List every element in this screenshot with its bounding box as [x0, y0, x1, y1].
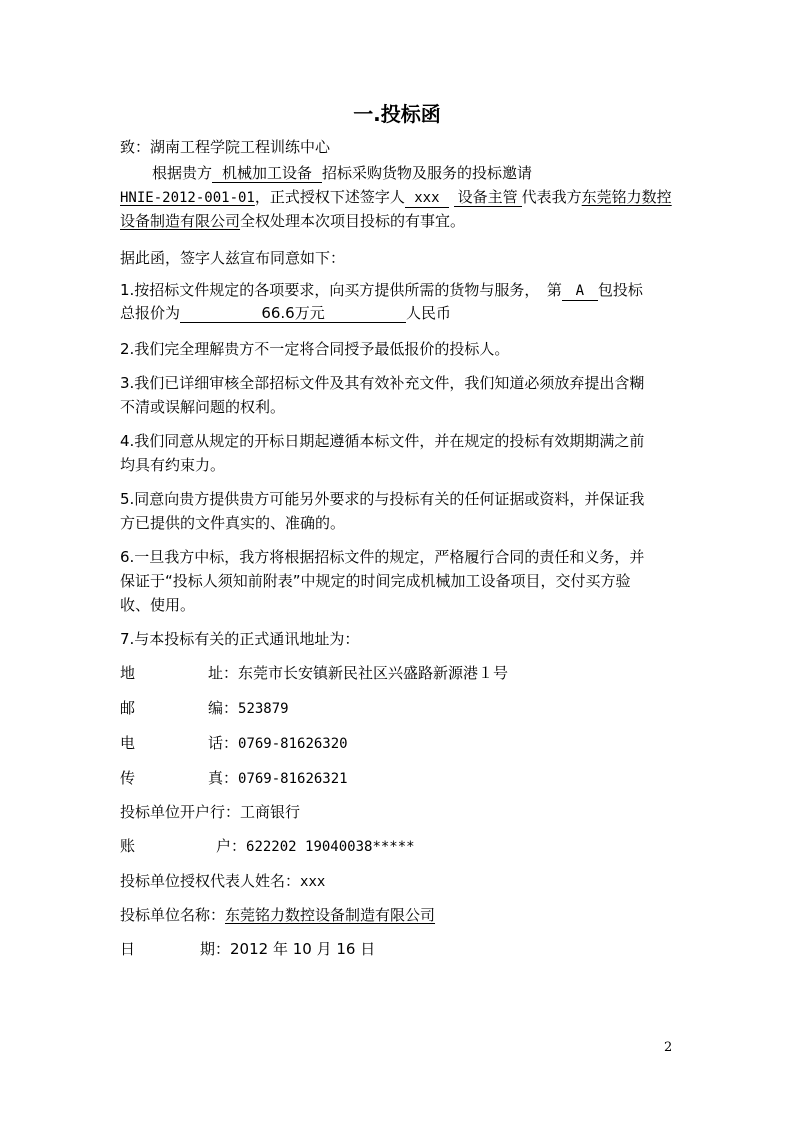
signer-position: 设备主管 — [454, 188, 522, 207]
item3-line-2: 不清或误解问题的权利。 — [120, 398, 286, 416]
signer-name: xxx — [405, 189, 449, 208]
fax-value: 0769-81626321 — [238, 771, 348, 787]
item2-line: 2.我们完全理解贵方不一定将合同授予最低报价的投标人。 — [120, 340, 510, 358]
date-value: 2012 年 10 月 16 日 — [230, 940, 376, 958]
declaration-line: 据此函，签字人兹宣布同意如下： — [120, 249, 346, 267]
item6-line-2: 保证于“投标人须知前附表”中规定的时间完成机械加工设备项目，交付买方验 — [120, 572, 631, 590]
rep-value: xxx — [300, 874, 326, 890]
company-name-part1: 东莞铭力数控 — [581, 188, 672, 206]
item5-line-1: 5.同意向贵方提供贵方可能另外要求的与投标有关的任何证据或资料，并保证我 — [120, 490, 645, 508]
zip-row: 邮 编：523879 — [120, 699, 289, 717]
item3-line-1: 3.我们已详细审核全部招标文件及其有效补充文件，我们知道必须放弃提出含糊 — [120, 374, 645, 392]
item4-line-2: 均具有约束力。 — [120, 456, 226, 474]
address-row: 地 址：东莞市长安镇新民社区兴盛路新源港１号 — [120, 664, 509, 682]
invitation-line-1: 根据贵方 机械加工设备 招标采购货物及服务的投标邀请 — [152, 164, 533, 182]
item1-line-1: 1.按招标文件规定的各项要求，向买方提供所需的货物与服务， 第 A 包投标 — [120, 281, 643, 299]
rep-row: 投标单位授权代表人姓名：xxx — [120, 872, 326, 890]
company-row: 投标单位名称：东莞铭力数控设备制造有限公司 — [120, 906, 436, 924]
bank-row: 投标单位开户行：工商银行 — [120, 803, 301, 821]
item7-line: 7.与本投标有关的正式通讯地址为： — [120, 630, 360, 648]
item4-line-1: 4.我们同意从规定的开标日期起遵循本标文件，并在规定的投标有效期期满之前 — [120, 432, 645, 450]
invitation-line-3: 设备制造有限公司全权处理本次项目投标的有事宜。 — [120, 212, 466, 230]
company-name-part2: 设备制造有限公司 — [120, 212, 241, 230]
item5-line-2: 方已提供的文件真实的、准确的。 — [120, 514, 346, 532]
company-value: 东莞铭力数控设备制造有限公司 — [225, 906, 436, 924]
fax-row: 传 真：0769-81626321 — [120, 769, 348, 787]
package-letter: A — [562, 282, 598, 301]
zip-value: 523879 — [238, 701, 289, 717]
address-value: 东莞市长安镇新民社区兴盛路新源港１号 — [238, 664, 509, 682]
item6-line-1: 6.一旦我方中标，我方将根据招标文件的规定，严格履行合同的责任和义务，并 — [120, 548, 645, 566]
account-row: 账 户：622202 19040038***** — [120, 837, 415, 855]
page-title: 一.投标函 — [353, 102, 441, 126]
date-row: 日 期：2012 年 10 月 16 日 — [120, 940, 376, 958]
total-price: 66.6万元 — [180, 304, 406, 323]
page-number: 2 — [664, 1040, 673, 1055]
tel-value: 0769-81626320 — [238, 736, 348, 752]
recipient-line: 致：湖南工程学院工程训练中心 — [120, 138, 331, 156]
tender-code: HNIE-2012-001-01 — [120, 190, 255, 206]
tel-row: 电 话：0769-81626320 — [120, 734, 348, 752]
item6-line-3: 收、使用。 — [120, 596, 196, 614]
account-value: 622202 19040038***** — [246, 839, 415, 855]
project-name: 机械加工设备 — [212, 164, 322, 183]
item1-line-2: 总报价为 66.6万元 人民币 — [120, 304, 452, 322]
invitation-line-2: HNIE-2012-001-01，正式授权下述签字人 xxx 设备主管 代表我方东莞铭力数控 — [120, 188, 672, 206]
bank-value: 工商银行 — [240, 803, 301, 821]
